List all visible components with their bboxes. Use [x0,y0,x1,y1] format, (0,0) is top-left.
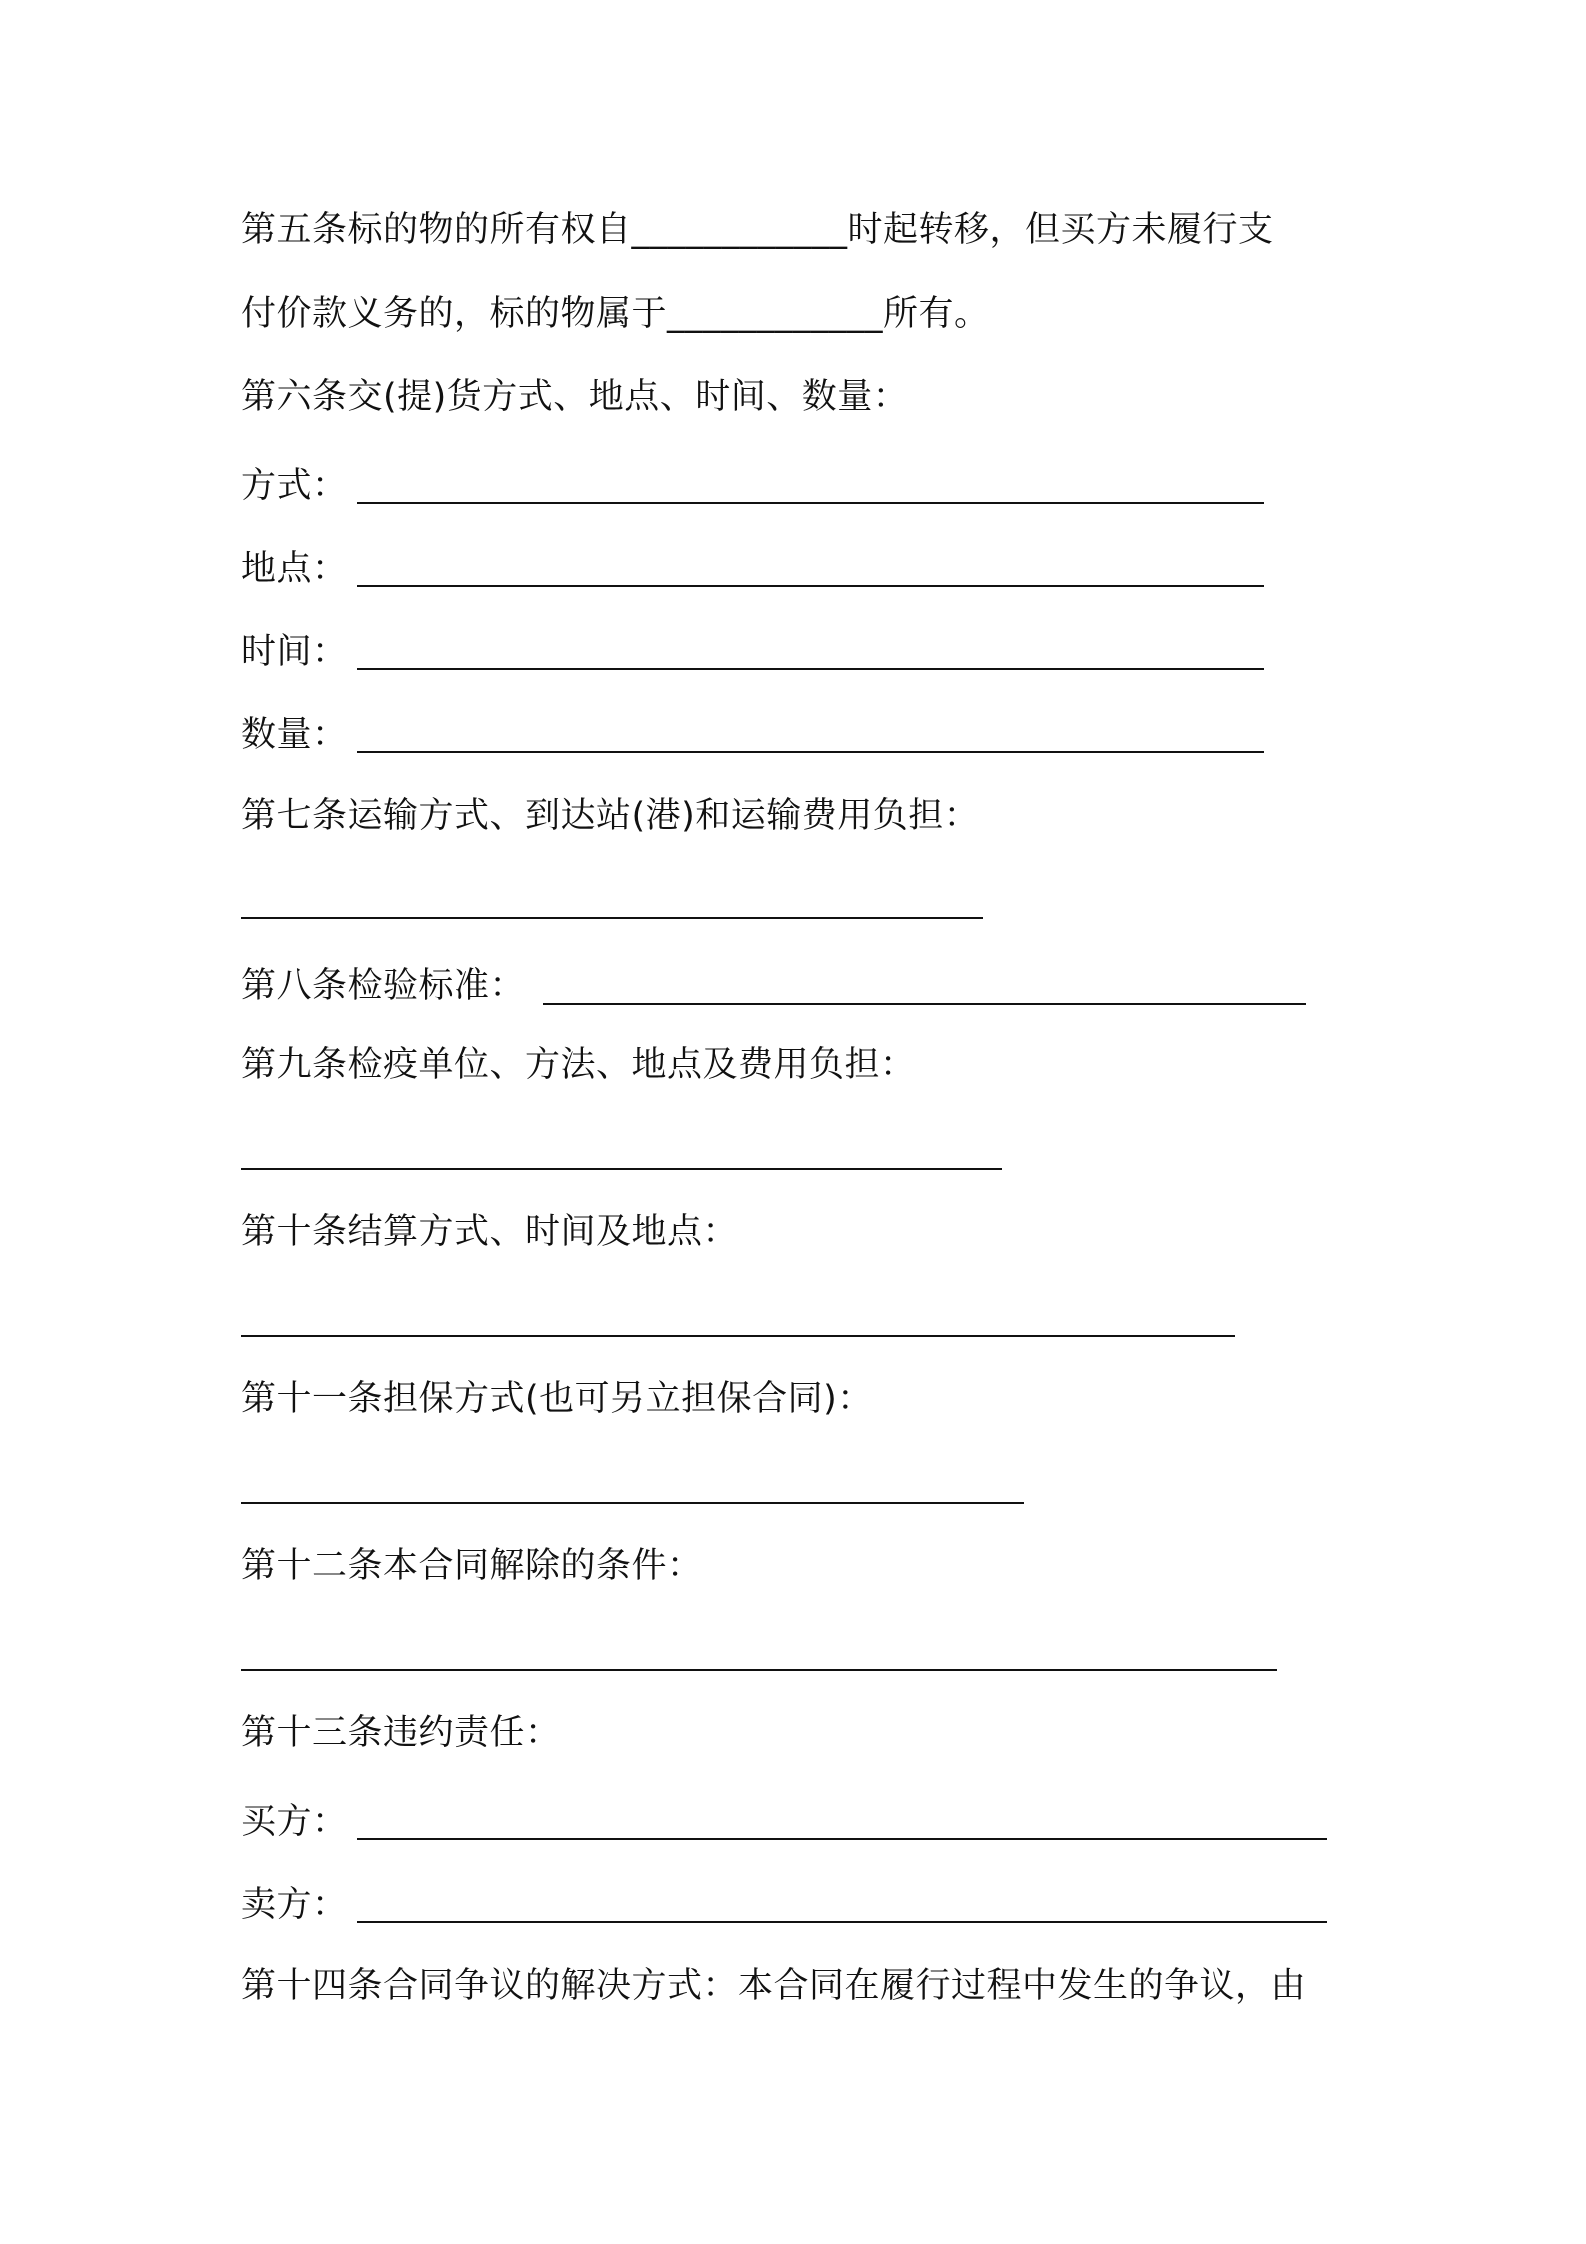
article-7-blank [241,917,983,919]
seller-liability-label: 卖方： [241,1885,348,1925]
article-12-blank [241,1669,1277,1671]
delivery-quantity-blank [357,751,1264,753]
article-6-title: 第六条交(提)货方式、地点、时间、数量： [241,377,909,417]
delivery-location-label: 地点： [241,549,348,589]
article-8-title: 第八条检验标准： [241,966,526,1006]
article-13-title: 第十三条违约责任： [241,1713,561,1753]
article-10-blank [241,1335,1235,1337]
article-5-line-2: 付价款义务的，标的物属于____________所有。 [241,294,990,334]
buyer-liability-blank [357,1838,1327,1840]
article-9-blank [241,1168,1002,1170]
article-10-title: 第十条结算方式、时间及地点： [241,1212,739,1252]
article-14-line-1: 第十四条合同争议的解决方式：本合同在履行过程中发生的争议，由 [241,1966,1307,2006]
delivery-method-label: 方式： [241,466,348,506]
delivery-time-label: 时间： [241,632,348,672]
article-7-title: 第七条运输方式、到达站(港)和运输费用负担： [241,796,980,836]
article-11-blank [241,1502,1024,1504]
delivery-method-blank [357,502,1264,504]
delivery-location-blank [357,585,1264,587]
article-8-blank [543,1003,1306,1005]
delivery-time-blank [357,668,1264,670]
buyer-liability-label: 买方： [241,1802,348,1842]
article-11-title: 第十一条担保方式(也可另立担保合同)： [241,1379,873,1419]
delivery-quantity-label: 数量： [241,715,348,755]
article-9-title: 第九条检疫单位、方法、地点及费用负担： [241,1045,916,1085]
article-5-line-1: 第五条标的物的所有权自____________时起转移，但买方未履行支 [241,210,1274,250]
article-12-title: 第十二条本合同解除的条件： [241,1546,703,1586]
seller-liability-blank [357,1921,1327,1923]
